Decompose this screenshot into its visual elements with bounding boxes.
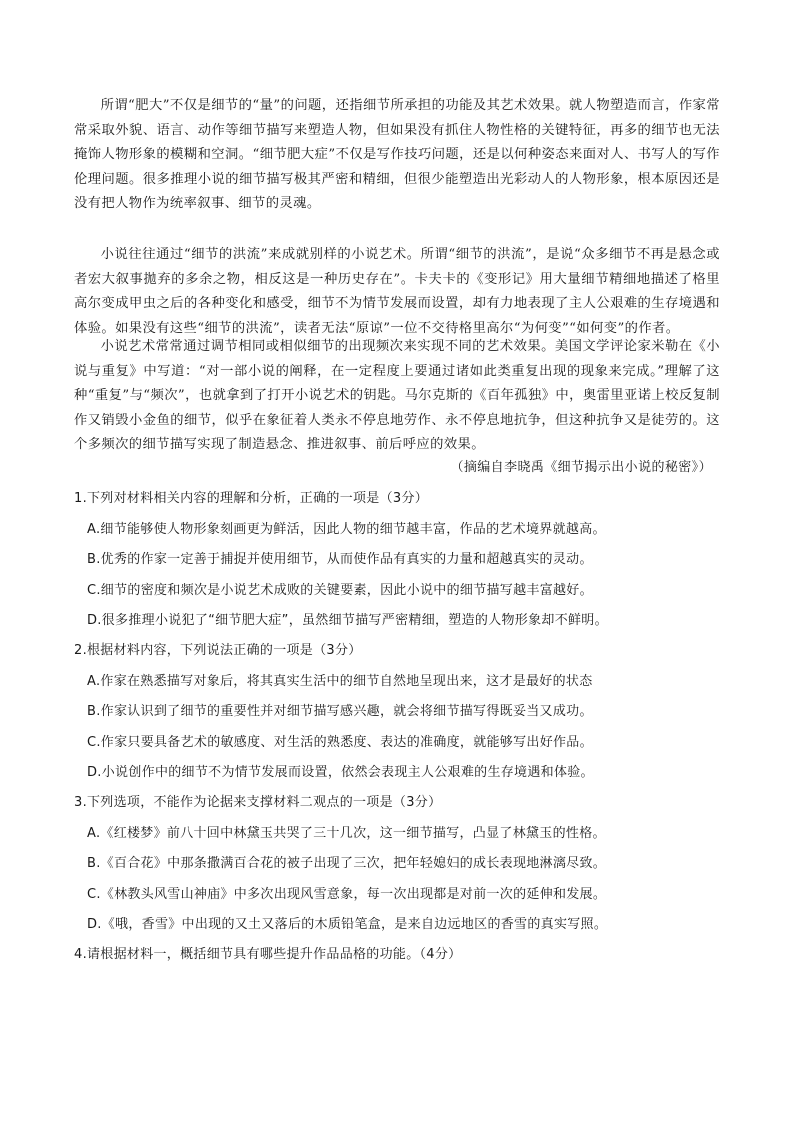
- option-b: B.优秀的作家一定善于捕捉并使用细节，从而使作品有真实的力量和超越真实的灵动。: [87, 552, 593, 567]
- option-b: B.《百合花》中那条撒满百合花的被子出现了三次，把年轻媳妇的成长表现地淋漓尽致。: [87, 856, 607, 871]
- option-b: B.作家认识到了细节的重要性并对细节描写感兴趣，就会将细节描写得既妥当又成功。: [87, 704, 593, 719]
- option-d: D.很多推理小说犯了“细节肥大症”，虽然细节描写严密精细，塑造的人物形象却不鲜明。: [87, 613, 608, 628]
- option-c: C.作家只要具备艺术的敏感度、对生活的熟悉度、表达的准确度，就能够写出好作品。: [87, 735, 593, 750]
- passage-paragraph: 所谓“肥大”不仅是细节的“量”的问题，还指细节所承担的功能及其艺术效果。就人物塑造而言，作家常常采取外貌、语言、动作等细节描写来塑造人物，但如果没有抓住人物性格的关键特征，再多的细节也无法掩饰人物形象的模糊和空洞。“细节肥大症”不仅是写作技巧问题，还是以何种姿态来面对人、书写人的写作伦理问题。很多推理小说的细节描写极其严密和精细，但很少能塑造出光彩动人的人物形象，根本原因还是没有把人物作为统率叙事、细节的灵魂。: [74, 98, 720, 211]
- passage-paragraph: 小说艺术常常通过调节相同或相似细节的出现频次来实现不同的艺术效果。美国文学评论家米勒在《小说与重复》中写道：“对一部小说的阐释，在一定程度上要通过诸如此类重复出现的现象来完成。”理解了这种“重复”与“频次”，也就拿到了打开小说艺术的钥匙。马尔克斯的《百年孤独》中，奥雷里亚诺上校反复制作又销毁小金鱼的细节，似乎在象征着人类永不停息地劳作、永不停息地抗争，但这种抗争又是徒劳的。这个多频次的细节描写实现了制造悬念、推进叙事、前后呼应的效果。: [74, 339, 720, 452]
- option-c: C.《林教头风雪山神庙》中多次出现风雪意象，每一次出现都是对前一次的延伸和发展。: [87, 887, 607, 902]
- option-a: A.细节能够使人物形象刻画更为鲜活，因此人物的细节越丰富，作品的艺术境界就越高。: [87, 522, 606, 537]
- option-a: A.作家在熟悉描写对象后，将其真实生活中的细节自然地呈现出来，这才是最好的状态: [87, 674, 593, 689]
- passage-source: （摘编自李晓禹《细节揭示出小说的秘密》）: [450, 460, 712, 475]
- question-stem: 1.下列对材料相关内容的理解和分析，正确的一项是（3分）: [74, 491, 429, 506]
- question-stem: 2.根据材料内容，下列说法正确的一项是（3分）: [74, 643, 362, 658]
- passage-paragraph: 小说往往通过“细节的洪流”来成就别样的小说艺术。所谓“细节的洪流”，是说“众多细节不再是悬念或者宏大叙事拋弃的多余之物，相反这是一种历史存在”。卡夫卡的《变形记》用大量细节精细地描述了格里高尔变成甲虫之后的各种变化和感受，细节不为情节发展而设置，却有力地表现了主人公艰难的生存境遇和体验。如果没有这些“细节的洪流”，读者无法“原谅”一位不交待格里高尔“为何变”“如何变”的作者。: [74, 247, 720, 336]
- question-stem: 4.请根据材料一，概括细节具有哪些提升作品品格的功能。（4分）: [74, 947, 462, 962]
- question-stem: 3.下列选项，不能作为论据来支撑材料二观点的一项是（3分）: [74, 795, 442, 810]
- option-d: D.小说创作中的细节不为情节发展而设置，依然会表现主人公艰难的生存境遇和体验。: [87, 765, 594, 780]
- option-a: A.《红楼梦》前八十回中林黛玉共哭了三十几次，这一细节描写，凸显了林黛玉的性格。: [87, 826, 606, 841]
- option-d: D.《哦，香雪》中出现的又土又落后的木质铅笔盒，是来自边远地区的香雪的真实写照。: [87, 917, 608, 932]
- option-c: C.细节的密度和频次是小说艺术成败的关键要素，因此小说中的细节描写越丰富越好。: [87, 583, 593, 598]
